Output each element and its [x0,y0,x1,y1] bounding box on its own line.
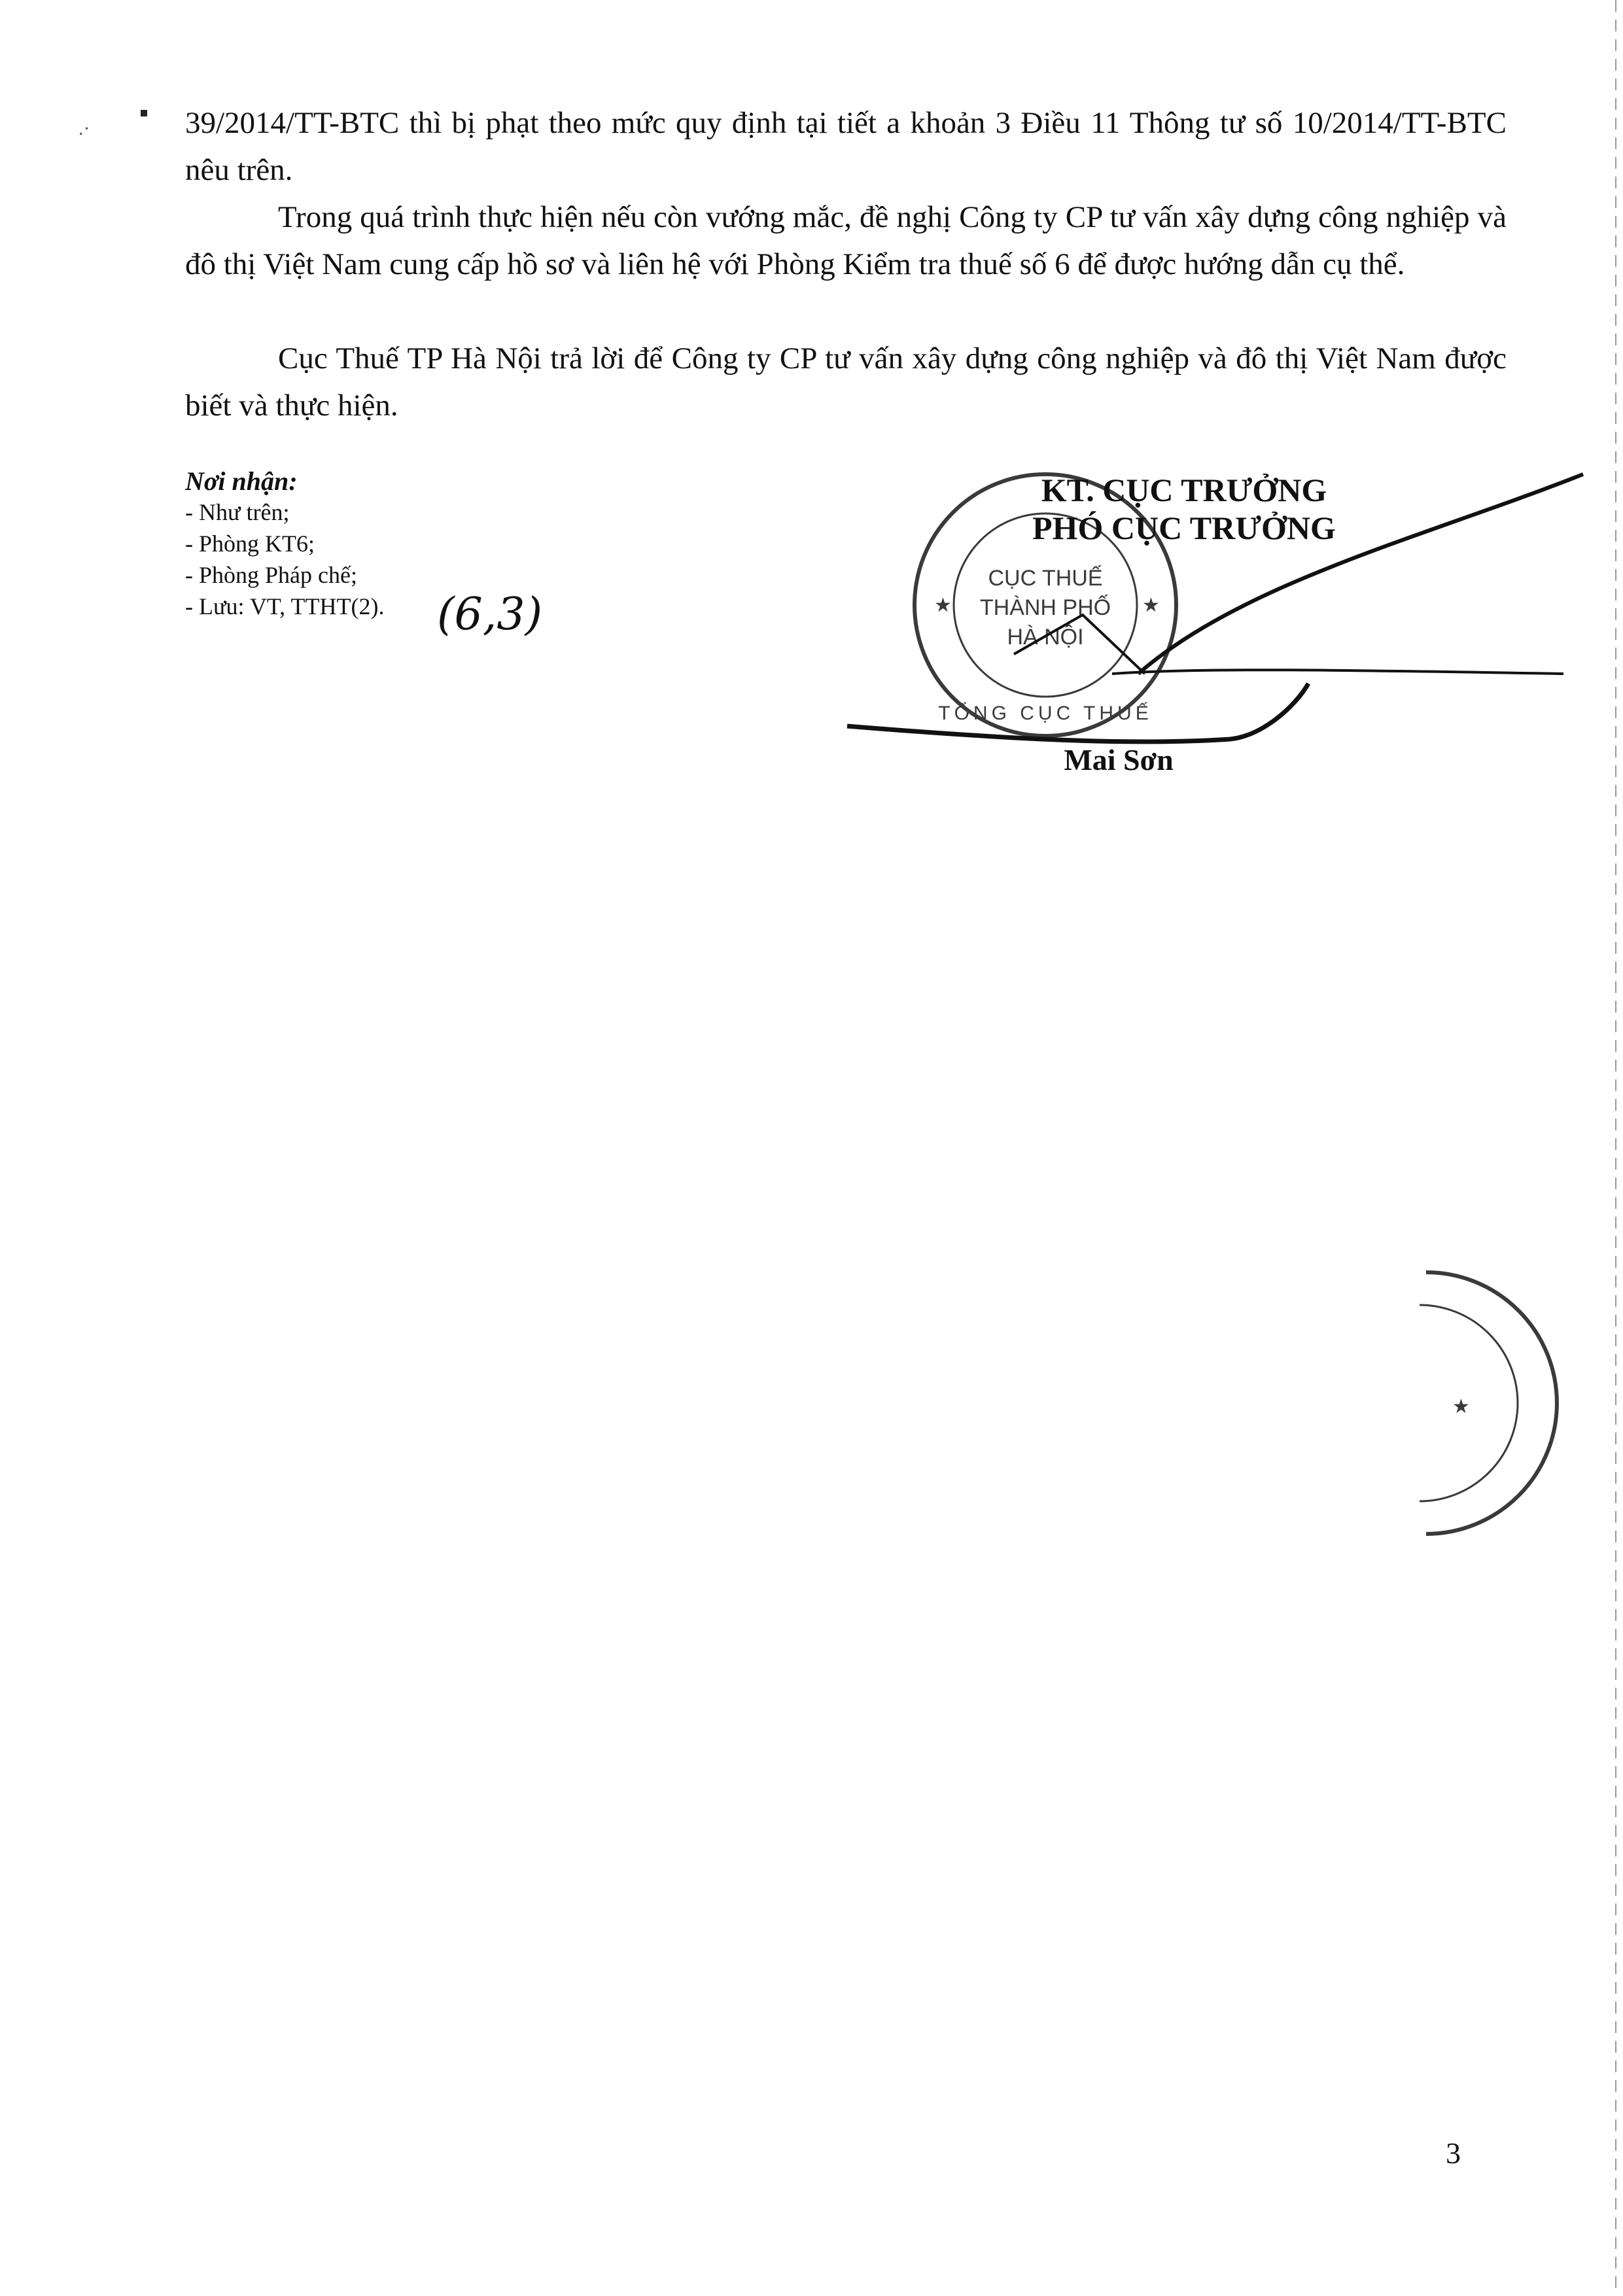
handwritten-signature [837,458,1590,772]
handwritten-note: (6,3) [437,589,543,640]
scan-speck: .· [79,118,90,139]
partial-seal [1413,1269,1570,1544]
recipients-title: Nơi nhận: [185,466,298,496]
svg-text:TỔNG CỤC THUẾ: TỔNG CỤC THUẾ [938,703,1153,724]
recipient-item: - Như trên; [185,499,290,525]
signature-line-1: KT. CỤC TRƯỞNG [1041,472,1327,508]
svg-text:★: ★ [1142,595,1160,616]
recipients-block [185,466,384,622]
paragraph-closing: Cục Thuế TP Hà Nội trả lời để Công ty CP tư vấn xây dựng công nghiệp và đô thị Việt Nam được biết và thực hiện. [185,341,1507,423]
svg-text:★: ★ [1452,1396,1470,1418]
svg-text:THÀNH PHỐ: THÀNH PHỐ [979,595,1111,620]
scan-edge-line [1615,0,1616,2296]
paragraph-penalty: 39/2014/TT-BTC thì bị phạt theo mức quy định tại tiết a khoản 3 Điều 11 Thông tư số 10/2014/TT-BTC nêu trên. [185,106,1507,187]
recipient-item: - Phòng Pháp chế; [185,562,357,588]
signer-name: Mai Sơn [1064,743,1174,776]
svg-text:CỤC THUẾ: CỤC THUẾ [988,566,1103,591]
svg-text:★: ★ [934,595,952,616]
recipient-item: - Lưu: VT, TTHT(2). [185,593,385,619]
bullet-mark [141,110,147,116]
recipient-item: - Phòng KT6; [185,531,315,557]
svg-text:HÀ NỘI: HÀ NỘI [1007,625,1084,650]
signature-line-2: PHÓ CỤC TRƯỞNG [1032,510,1336,546]
page-number: 3 [1446,2136,1461,2170]
paragraph-guidance: Trong quá trình thực hiện nếu còn vướng mắc, đề nghị Công ty CP tư vấn xây dựng công nghiệp và đô thị Việt Nam cung cấp hồ sơ và liên hệ với Phòng Kiểm tra thuế số 6 để được hướng dẫn cụ thể. [185,200,1507,281]
